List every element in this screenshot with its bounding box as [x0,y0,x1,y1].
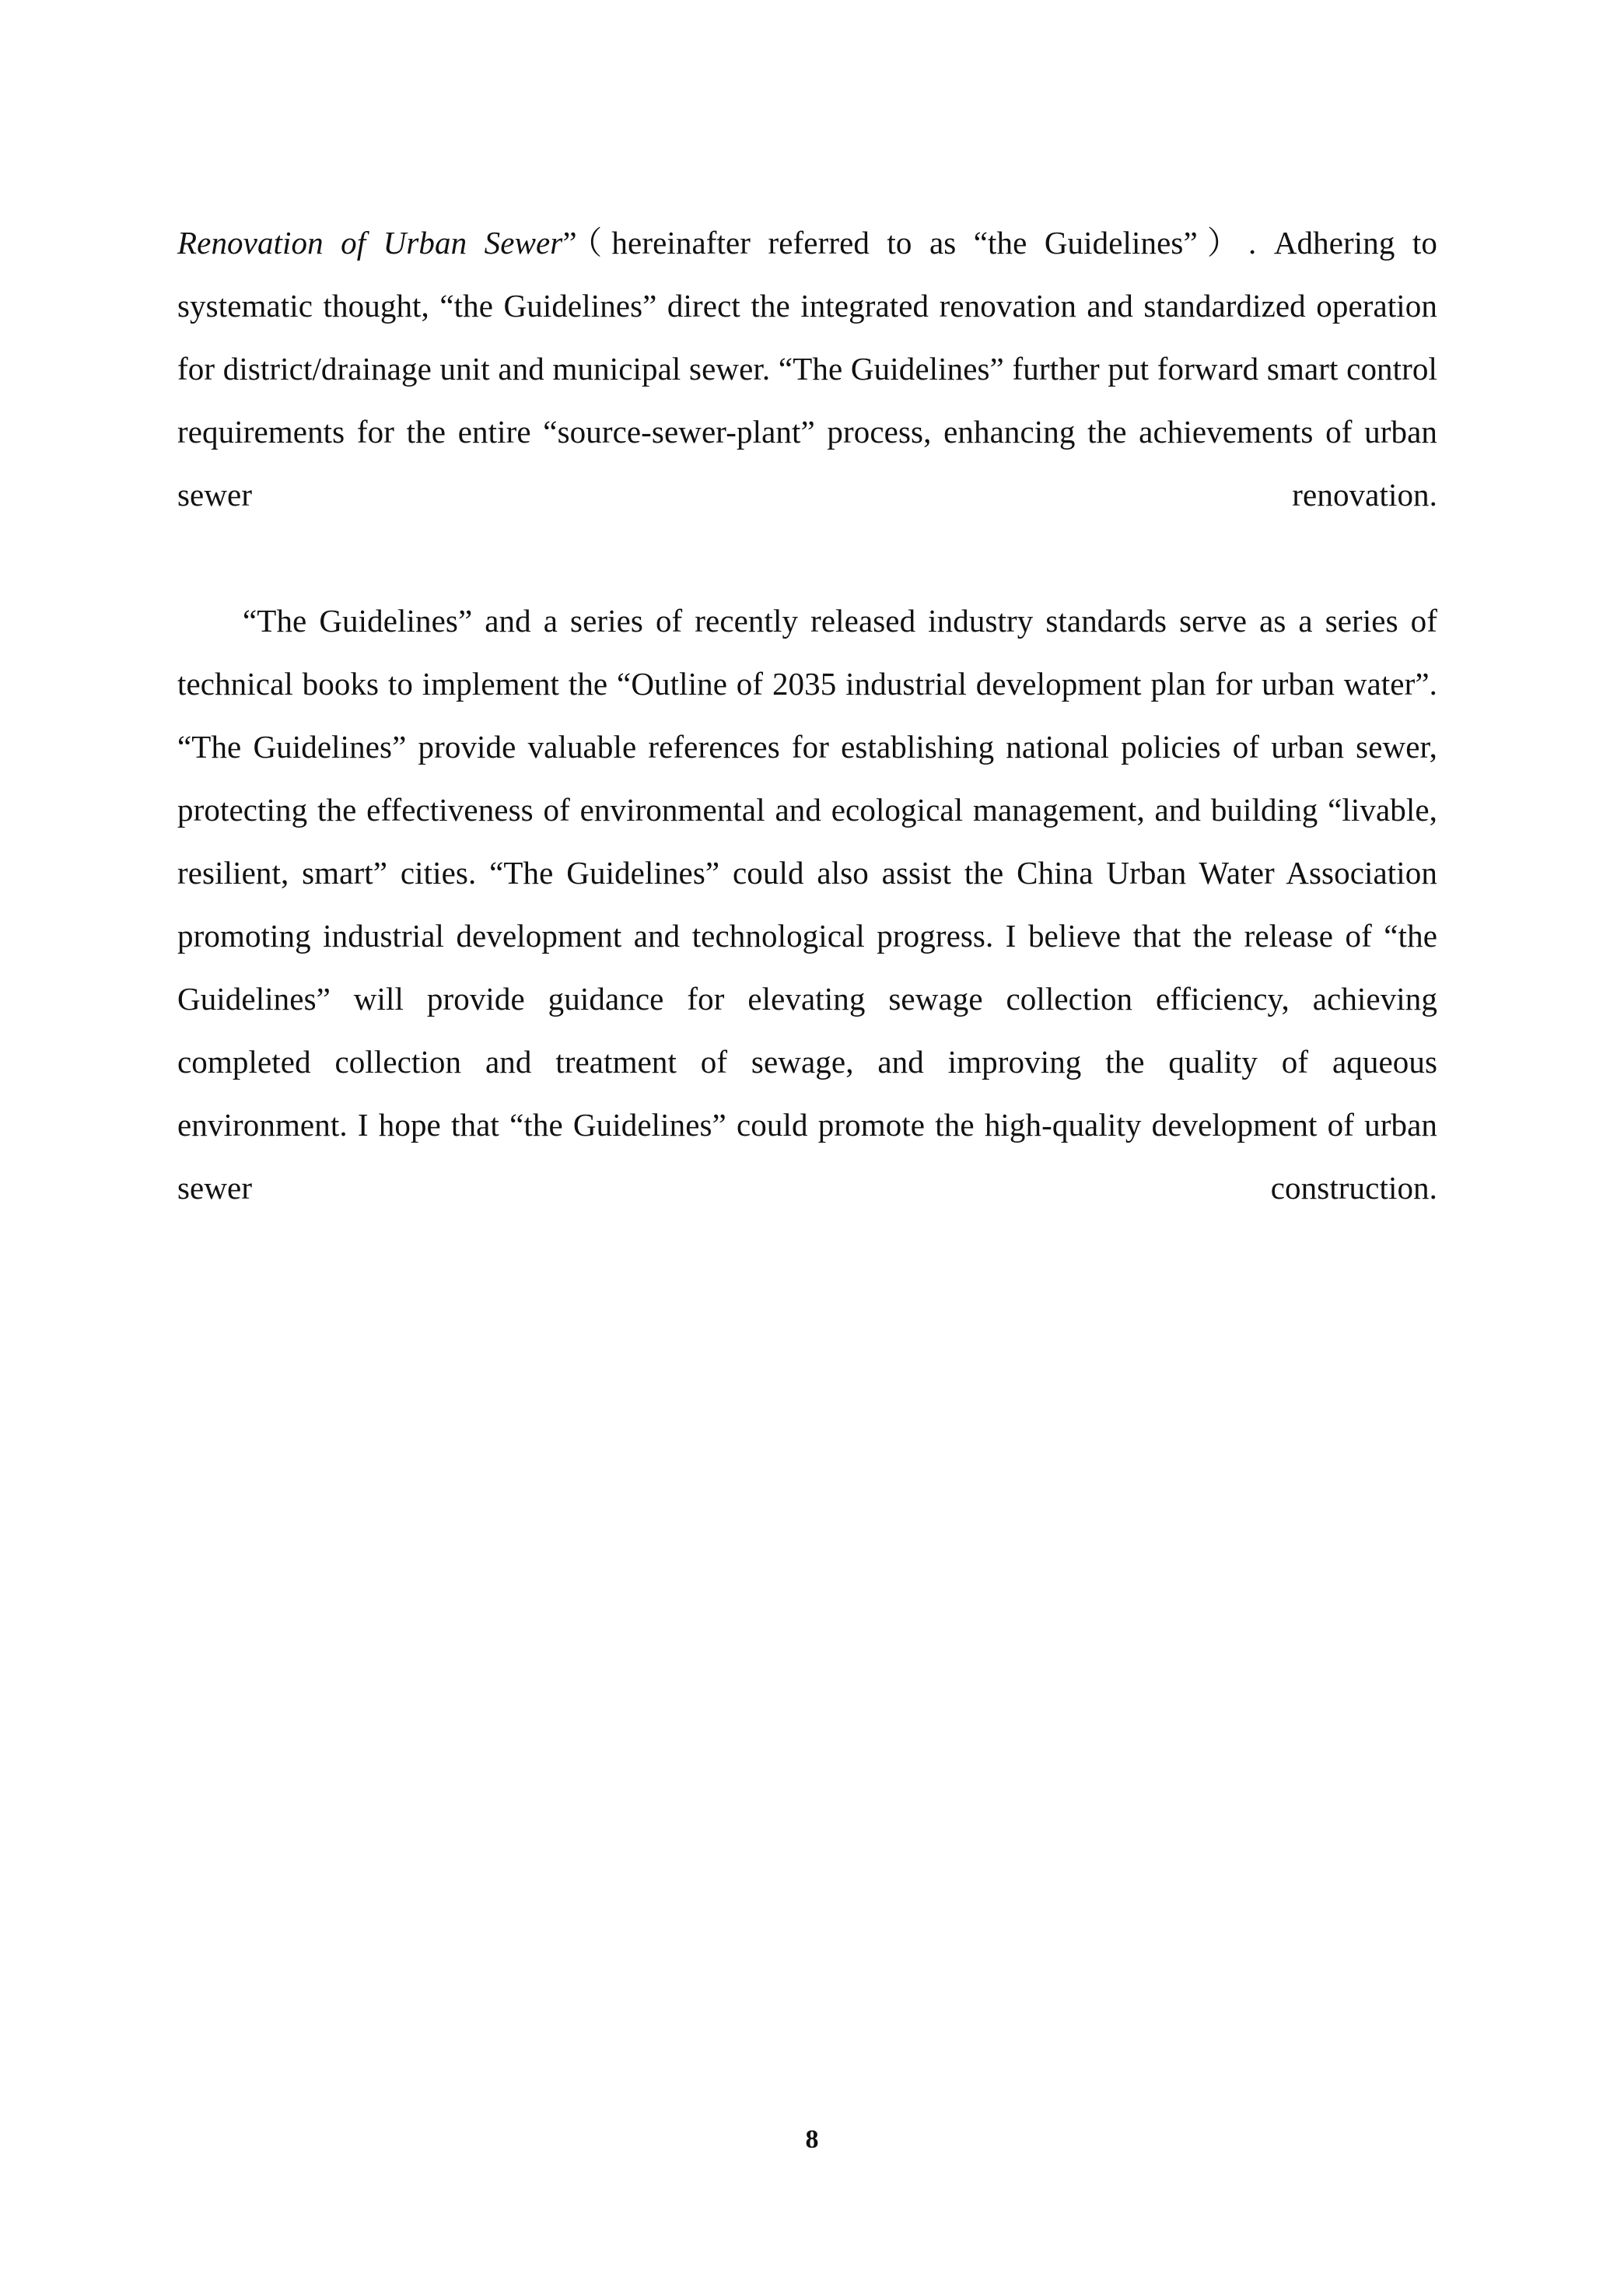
paragraph-1-body: ”（hereinafter referred to as “the Guidelines”）. Adhering to systematic thought, “the Guidelines” direct the integrated renovation and standardized operation for district/drainage unit and municipal sewer. “The Guidelines” further put forward smart control requirements for the entire “source-sewer-plant” process, enhancing the achievements of urban sewer renovation. [177,225,1437,513]
page-number: 8 [805,2125,819,2154]
paragraph-1 [177,212,1437,590]
paragraph-2 [177,590,1437,1283]
paragraph-1-italic-title: Renovation of Urban Sewer [177,225,563,261]
paragraph-2-body: “The Guidelines” and a series of recently released industry standards serve as a series of technical books to implement the “Outline of 2035 industrial development plan for urban water”. “The Guidelines” provide valuable references for establishing national policies of urban sewer, protecting the effectiveness of environmental and ecological management, and building “livable, resilient, smart” cities. “The Guidelines” could also assist the China Urban Water Association promoting industrial development and technological progress. I believe that the release of “the Guidelines” will provide guidance for elevating sewage collection efficiency, achieving completed collection and treatment of sewage, and improving the quality of aqueous environment. I hope that “the Guidelines” could promote the high-quality development of urban sewer construction. [177,603,1437,1206]
page-body-text [177,212,1437,1283]
